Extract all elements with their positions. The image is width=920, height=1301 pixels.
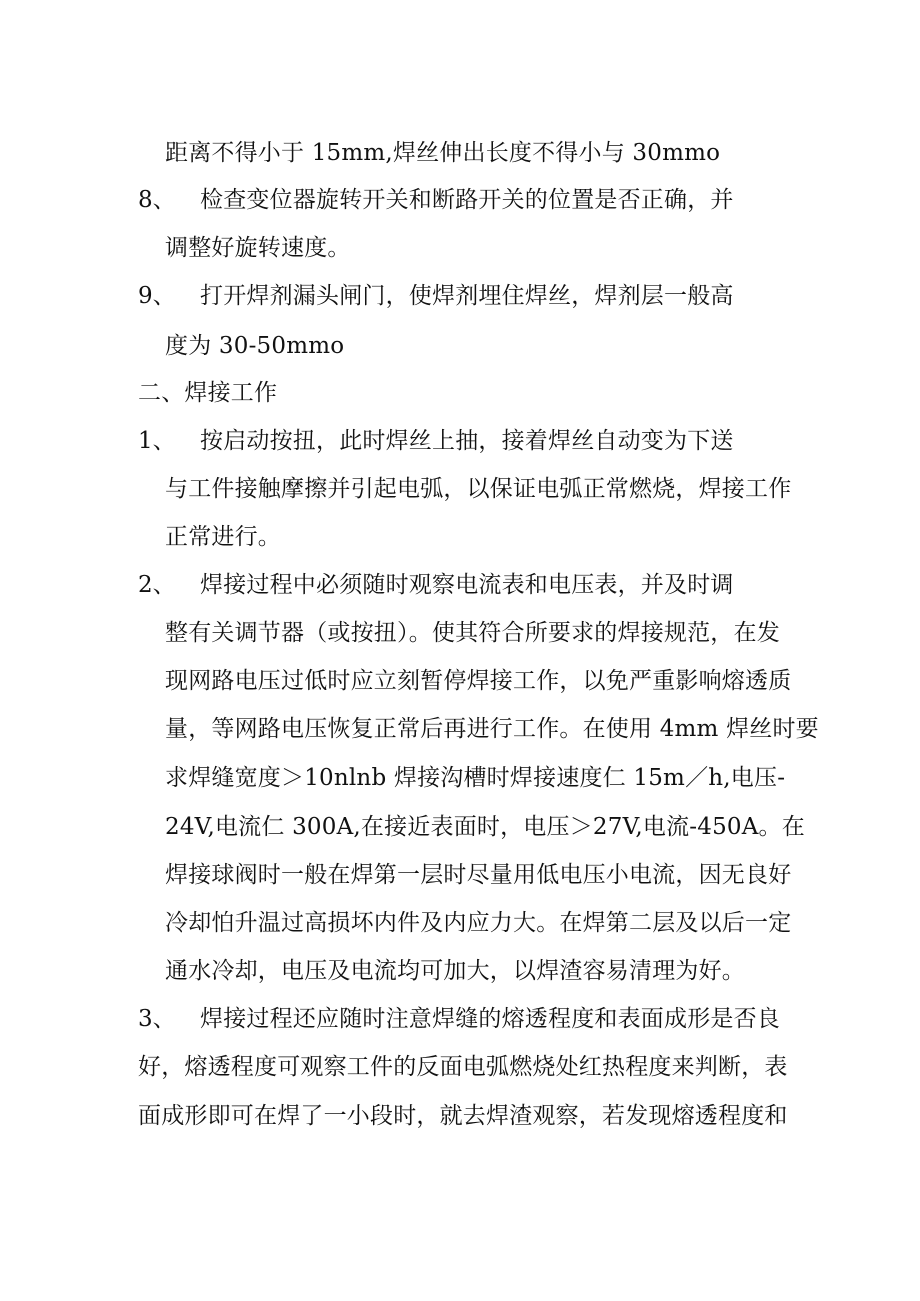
text-line: 与工件接触摩擦并引起电弧，以保证电弧正常燃烧，焊接工作 xyxy=(165,476,792,502)
text-line: 按启动按扭，此时焊丝上抽，接着焊丝自动变为下送 xyxy=(200,428,734,454)
text-line: 距离不得小于 15mm,焊丝伸出长度不得小与 30mmo xyxy=(165,140,721,166)
text-line: 24V,电流仁 300A,在接近表面时，电压＞27V,电流-450A。在 xyxy=(165,814,805,840)
text-line: 检查变位器旋转开关和断路开关的位置是否正确，并 xyxy=(200,187,734,213)
text-line: 打开焊剂漏头闸门，使焊剂埋住焊丝，焊剂层一般高 xyxy=(200,283,734,309)
text-line: 焊接过程还应随时注意焊缝的熔透程度和表面成形是否良 xyxy=(200,1006,780,1032)
text-line: 整有关调节器（或按扭）。使其符合所要求的焊接规范，在发 xyxy=(165,620,780,646)
section-heading: 二、焊接工作 xyxy=(138,380,278,406)
text-line: 焊接球阀时一般在焊第一层时尽量用低电压小电流，因无良好 xyxy=(165,862,792,888)
text-line: 冷却怕升温过高损坏内件及内应力大。在焊第二层及以后一定 xyxy=(165,910,792,936)
text-line: 量，等网路电压恢复正常后再进行工作。在使用 4mm 焊丝时要 xyxy=(165,716,819,742)
item-number: 3、 xyxy=(138,1006,176,1032)
item-number: 2、 xyxy=(138,572,176,598)
text-line: 度为 30-50mmo xyxy=(165,333,345,359)
text-line: 焊接过程中必须随时观察电流表和电压表，并及时调 xyxy=(200,572,734,598)
text-line: 求焊缝宽度＞10nlnb 焊接沟槽时焊接速度仁 15m／h,电压- xyxy=(165,765,786,791)
text-line: 调整好旋转速度。 xyxy=(165,235,351,261)
text-line: 通水冷却，电压及电流均可加大，以焊渣容易清理为好。 xyxy=(165,958,745,984)
text-line: 正常进行。 xyxy=(165,524,281,550)
text-line: 现网路电压过低时应立刻暂停焊接工作，以免严重影响熔透质 xyxy=(165,668,792,694)
text-line: 好，熔透程度可观察工件的反面电弧燃烧处红热程度来判断，表 xyxy=(138,1054,788,1080)
text-line: 面成形即可在焊了一小段时，就去焊渣观察，若发现熔透程度和 xyxy=(138,1103,788,1129)
item-number: 8、 xyxy=(138,187,176,213)
item-number: 1、 xyxy=(138,428,176,454)
item-number: 9、 xyxy=(138,283,176,309)
